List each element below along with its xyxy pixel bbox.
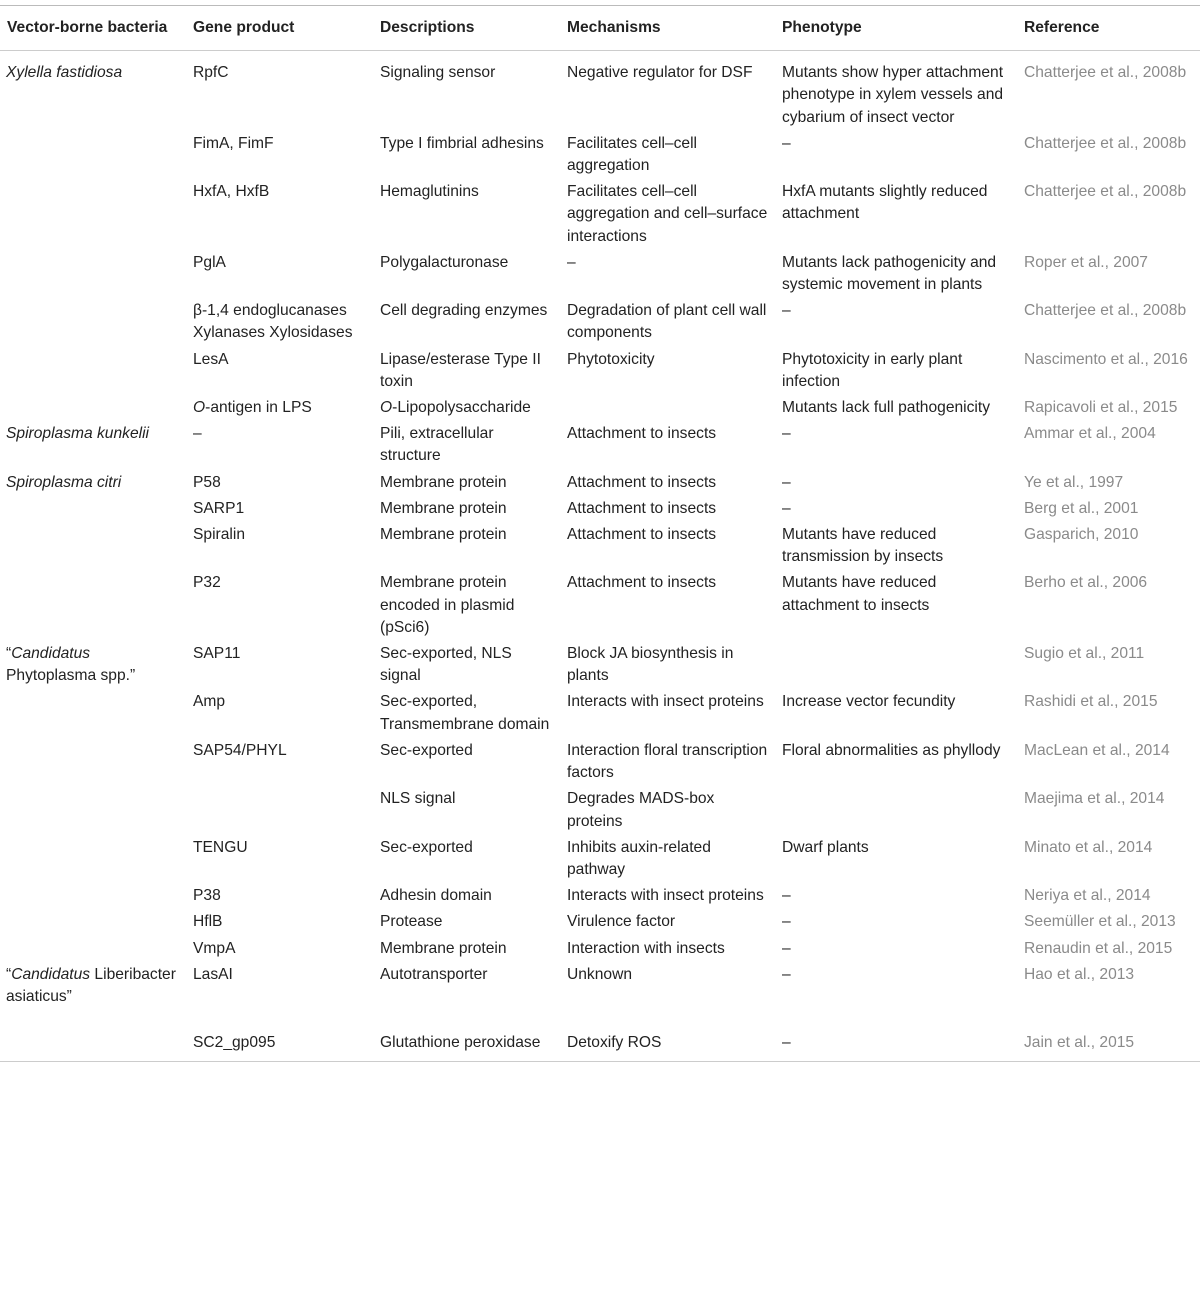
cell-gene-product: LesA (193, 350, 229, 368)
cell-description: Hemaglutinins (380, 183, 479, 201)
cell-phenotype: – (782, 913, 791, 931)
cell-description: O-Lipopolysaccharide (380, 399, 531, 417)
cell-mechanism: Attachment to insects (567, 425, 717, 443)
cell-mechanism: Negative regulator for DSF (567, 64, 753, 82)
cell-reference: Neriya et al., 2014 (1024, 887, 1151, 905)
table-row (0, 422, 1200, 470)
cell-phenotype: – (782, 965, 791, 983)
cell-gene-product: FimA, FimF (193, 134, 274, 152)
cell-phenotype: Mutants lack pathogenicity and systemic movement in plants (782, 253, 997, 294)
cell-description: Membrane protein (380, 939, 507, 957)
cell-bacteria (0, 1031, 186, 1062)
cell-description: Membrane protein (380, 499, 507, 517)
cell-bacteria (0, 836, 186, 884)
cell-bacteria (0, 690, 186, 738)
cell-description: Sec-exported (380, 838, 473, 856)
cell-phenotype: Increase vector fecundity (782, 693, 956, 711)
table-row (0, 180, 1200, 251)
header-mechanisms: Mechanisms (567, 19, 661, 36)
table-row (0, 571, 1200, 642)
cell-gene-product: HflB (193, 913, 223, 931)
cell-bacteria: Spiroplasma kunkelii (6, 425, 150, 443)
cell-bacteria (0, 251, 186, 299)
cell-description: Cell degrading enzymes (380, 302, 548, 320)
cell-gene-product: – (193, 425, 202, 443)
cell-reference: Sugio et al., 2011 (1024, 645, 1145, 663)
cell-reference: Rashidi et al., 2015 (1024, 693, 1158, 711)
cell-mechanism: Interacts with insect proteins (567, 887, 764, 905)
cell-mechanism: Attachment to insects (567, 473, 717, 491)
cell-gene-product: Amp (193, 693, 226, 711)
table-row (0, 51, 1200, 132)
cell-mechanism: Interacts with insect proteins (567, 693, 764, 711)
cell-reference: Berg et al., 2001 (1024, 499, 1139, 517)
cell-gene-product (186, 787, 373, 835)
cell-mechanism: – (567, 253, 576, 271)
cell-bacteria (0, 910, 186, 936)
header-bacteria: Vector-borne bacteria (7, 19, 168, 36)
cell-gene-product: HxfA, HxfB (193, 183, 270, 201)
cell-bacteria (0, 523, 186, 571)
cell-mechanism: Phytotoxicity (567, 350, 655, 368)
table-row (0, 739, 1200, 787)
cell-reference: Chatterjee et al., 2008b (1024, 183, 1187, 201)
cell-phenotype: Floral abnormalities as phyllody (782, 741, 1001, 759)
cell-phenotype: – (782, 939, 791, 957)
cell-bacteria: Spiroplasma citri (6, 473, 122, 491)
cell-reference: Minato et al., 2014 (1024, 838, 1153, 856)
cell-reference: Rapicavoli et al., 2015 (1024, 399, 1178, 417)
header-descriptions: Descriptions (380, 19, 475, 36)
cell-description: Signaling sensor (380, 64, 496, 82)
cell-description: Autotransporter (380, 965, 488, 983)
cell-phenotype: – (782, 473, 791, 491)
table-body (0, 51, 1200, 1062)
cell-mechanism: Detoxify ROS (567, 1034, 662, 1052)
cell-phenotype: – (782, 425, 791, 443)
cell-phenotype: – (782, 302, 791, 320)
cell-phenotype: Dwarf plants (782, 838, 869, 856)
header-phenotype: Phenotype (782, 19, 862, 36)
cell-description: Type I fimbrial adhesins (380, 134, 544, 152)
cell-reference: Hao et al., 2013 (1024, 965, 1135, 983)
cell-gene-product: O-antigen in LPS (193, 399, 312, 417)
table-row (0, 937, 1200, 963)
cell-bacteria (0, 937, 186, 963)
cell-description: Sec-exported (380, 741, 473, 759)
cell-gene-product: LasAI (193, 965, 233, 983)
cell-bacteria (0, 348, 186, 396)
table-row (0, 963, 1200, 1031)
cell-bacteria (0, 132, 186, 180)
cell-bacteria (0, 497, 186, 523)
header-row (0, 6, 1200, 51)
cell-reference: MacLean et al., 2014 (1024, 741, 1170, 759)
cell-reference: Seemüller et al., 2013 (1024, 913, 1176, 931)
cell-reference: Gasparich, 2010 (1024, 526, 1139, 544)
table-row (0, 787, 1200, 835)
table-row (0, 299, 1200, 347)
table-row (0, 497, 1200, 523)
cell-bacteria (0, 787, 186, 835)
cell-mechanism: Facilitates cell–cell aggregation and cell–surface interactions (567, 183, 768, 245)
cell-gene-product: TENGU (193, 838, 248, 856)
cell-mechanism: Unknown (567, 965, 633, 983)
table-row (0, 348, 1200, 396)
table-row (0, 642, 1200, 690)
cell-description: Membrane protein (380, 473, 507, 491)
cell-gene-product: SC2_gp095 (193, 1034, 276, 1052)
cell-phenotype: – (782, 134, 791, 152)
cell-mechanism: Facilitates cell–cell aggregation (567, 134, 697, 175)
cell-description: Lipase/esterase Type II toxin (380, 350, 541, 390)
cell-gene-product: P58 (193, 473, 221, 491)
cell-reference: Berho et al., 2006 (1024, 574, 1148, 592)
cell-reference: Maejima et al., 2014 (1024, 790, 1165, 808)
cell-phenotype: Phytotoxicity in early plant infection (782, 350, 963, 390)
header-gene-product: Gene product (193, 19, 295, 36)
cell-description: Glutathione peroxidase (380, 1034, 541, 1052)
cell-gene-product: P32 (193, 574, 221, 592)
cell-description: NLS signal (380, 790, 456, 808)
cell-mechanism: Interaction with insects (567, 939, 725, 957)
cell-description: Membrane protein (380, 526, 507, 544)
table-row (0, 690, 1200, 738)
cell-description: Membrane protein encoded in plasmid (pSci6) (380, 574, 515, 636)
cell-reference: Ye et al., 1997 (1024, 473, 1124, 491)
cell-mechanism: Degradation of plant cell wall components (567, 302, 767, 342)
cell-bacteria: “Candidatus Phytoplasma spp.” (6, 645, 136, 685)
cell-gene-product: RpfC (193, 64, 229, 82)
table-row (0, 396, 1200, 422)
cell-mechanism: Virulence factor (567, 913, 676, 931)
cell-gene-product: PglA (193, 253, 226, 271)
table-row (0, 836, 1200, 884)
table-row (0, 1031, 1200, 1062)
cell-mechanism: Degrades MADS-box proteins (567, 790, 715, 830)
cell-reference: Jain et al., 2015 (1024, 1034, 1135, 1052)
cell-phenotype: Mutants lack full pathogenicity (782, 399, 991, 417)
cell-description: Adhesin domain (380, 887, 492, 905)
table-row (0, 132, 1200, 180)
cell-phenotype (775, 642, 1017, 690)
table-row (0, 251, 1200, 299)
cell-gene-product: SAP11 (193, 645, 241, 663)
cell-mechanism: Interaction floral transcription factors (567, 741, 768, 782)
cell-mechanism: Block JA biosynthesis in plants (567, 645, 734, 685)
cell-description: Protease (380, 913, 443, 931)
cell-reference: Ammar et al., 2004 (1024, 425, 1156, 443)
cell-phenotype: HxfA mutants slightly reduced attachment (782, 183, 988, 223)
cell-reference: Chatterjee et al., 2008b (1024, 134, 1187, 152)
cell-reference: Nascimento et al., 2016 (1024, 350, 1188, 368)
cell-phenotype: – (782, 499, 791, 517)
cell-description: Pili, extracellular structure (380, 425, 494, 465)
cell-bacteria (0, 396, 186, 422)
cell-mechanism: Attachment to insects (567, 574, 717, 592)
table-row (0, 471, 1200, 497)
table-row (0, 910, 1200, 936)
cell-bacteria (0, 180, 186, 251)
cell-phenotype: Mutants have reduced transmission by insects (782, 526, 944, 566)
header-reference: Reference (1024, 19, 1100, 36)
effector-table (0, 5, 1200, 1062)
cell-description: Polygalacturonase (380, 253, 509, 271)
cell-reference: Renaudin et al., 2015 (1024, 939, 1173, 957)
cell-phenotype (775, 787, 1017, 835)
table-row (0, 523, 1200, 571)
cell-description: Sec-exported, NLS signal (380, 645, 512, 685)
cell-mechanism: Attachment to insects (567, 499, 717, 517)
cell-bacteria (0, 884, 186, 910)
cell-reference: Chatterjee et al., 2008b (1024, 64, 1187, 82)
cell-gene-product: P38 (193, 887, 221, 905)
cell-bacteria (0, 571, 186, 642)
cell-bacteria (0, 739, 186, 787)
cell-mechanism (560, 396, 775, 422)
cell-reference: Roper et al., 2007 (1024, 253, 1148, 271)
cell-gene-product: Spiralin (193, 526, 246, 544)
cell-mechanism: Inhibits auxin-related pathway (567, 838, 711, 878)
cell-mechanism: Attachment to insects (567, 526, 717, 544)
cell-gene-product: SARP1 (193, 499, 245, 517)
table-row (0, 884, 1200, 910)
cell-bacteria: “Candidatus Liberibacter asiaticus” (6, 965, 176, 1005)
cell-gene-product: SAP54/PHYL (193, 741, 287, 759)
cell-reference: Chatterjee et al., 2008b (1024, 302, 1187, 320)
cell-phenotype: – (782, 1034, 791, 1052)
cell-phenotype: Mutants show hyper attachment phenotype in xylem vessels and cybarium of insect vector (782, 64, 1004, 126)
cell-bacteria (0, 299, 186, 347)
cell-gene-product: VmpA (193, 939, 236, 957)
cell-gene-product: β-1,4 endoglucanases Xylanases Xylosidases (193, 302, 353, 342)
cell-phenotype: – (782, 887, 791, 905)
cell-phenotype: Mutants have reduced attachment to insects (782, 574, 937, 614)
cell-description: Sec-exported, Transmembrane domain (380, 693, 550, 733)
cell-bacteria: Xylella fastidiosa (6, 64, 123, 82)
